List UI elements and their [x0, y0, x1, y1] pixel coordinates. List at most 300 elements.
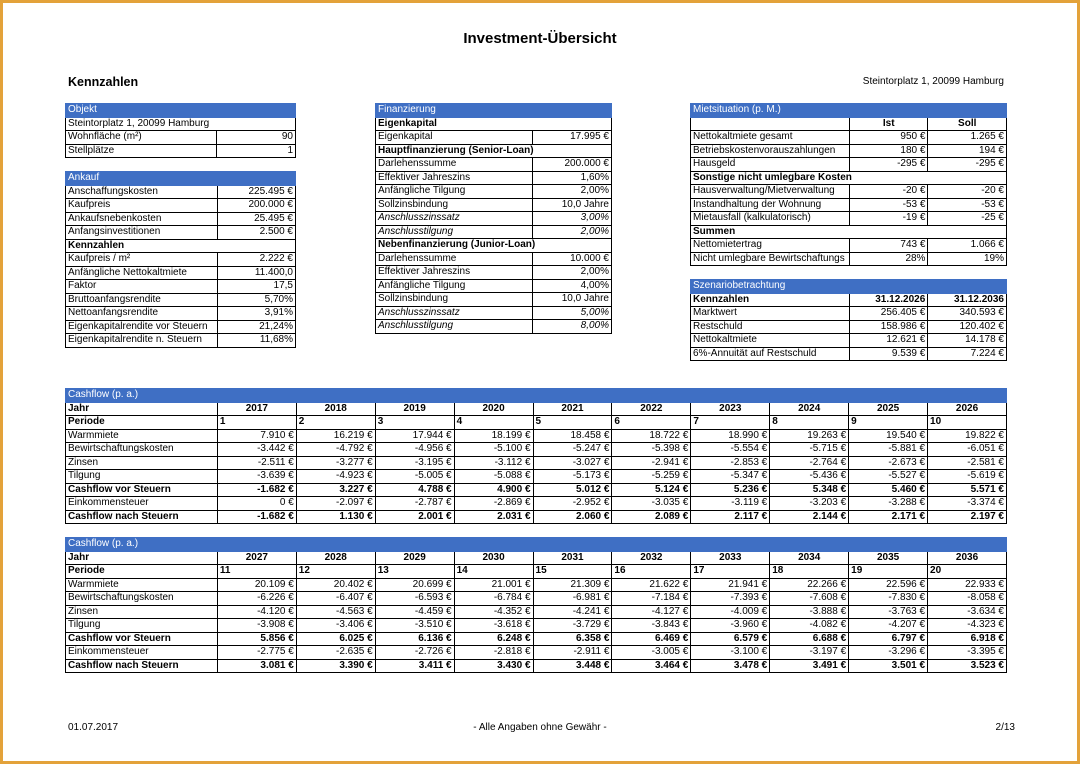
- period-cell: 19: [849, 565, 928, 579]
- row-value: 3,00%: [533, 212, 612, 226]
- row-value: 5,70%: [217, 293, 295, 307]
- value-cell: -3.100 €: [691, 646, 770, 660]
- value-cell: -2.511 €: [217, 456, 296, 470]
- period-cell: 1: [217, 416, 296, 430]
- value-cell: -2.097 €: [296, 497, 375, 511]
- row-value: 200.000 €: [217, 199, 295, 213]
- year-cell: 2029: [375, 551, 454, 565]
- row-label: Kaufpreis: [66, 199, 218, 213]
- table-row: [66, 646, 1007, 660]
- value-cell: 7.910 €: [217, 429, 296, 443]
- row-value: 11.400,0: [217, 266, 295, 280]
- value-cell: -3.277 €: [296, 456, 375, 470]
- row-label: Zinsen: [66, 456, 218, 470]
- value-cell: 21.622 €: [612, 578, 691, 592]
- value-cell: -7.608 €: [770, 592, 849, 606]
- value-cell: -3.203 €: [770, 497, 849, 511]
- value-cell: 18.990 €: [691, 429, 770, 443]
- cashflow-header: Cashflow (p. a.): [66, 389, 1007, 403]
- value-cell: -3.288 €: [849, 497, 928, 511]
- value-cell: -3.119 €: [691, 497, 770, 511]
- row-label: Eigenkapital: [376, 131, 533, 145]
- year-cell: 2023: [691, 402, 770, 416]
- value-cell: 0 €: [217, 497, 296, 511]
- row-label: Eigenkapitalrendite n. Steuern: [66, 334, 218, 348]
- row-label: Einkommensteuer: [66, 497, 218, 511]
- row-label: Marktwert: [691, 307, 850, 321]
- row-value: 2,00%: [533, 185, 612, 199]
- value-cell: 5.348 €: [770, 483, 849, 497]
- value-cell: -4.120 €: [217, 605, 296, 619]
- row-soll: -295 €: [928, 158, 1007, 172]
- table-row: [66, 443, 1007, 457]
- value-cell: 3.227 €: [296, 483, 375, 497]
- value-cell: -5.088 €: [454, 470, 533, 484]
- value-cell: -2.818 €: [454, 646, 533, 660]
- value-cell: -4.459 €: [375, 605, 454, 619]
- row-label: Sollzinsbindung: [376, 198, 533, 212]
- table-row: [66, 578, 1007, 592]
- value-cell: -3.618 €: [454, 619, 533, 633]
- row-value: 200.000 €: [533, 158, 612, 172]
- value-cell: 3.390 €: [296, 659, 375, 673]
- value-cell: -4.923 €: [296, 470, 375, 484]
- row-label: Hausverwaltung/Mietverwaltung: [691, 185, 850, 199]
- year-cell: 2025: [849, 402, 928, 416]
- row-label: Zinsen: [66, 605, 218, 619]
- row-soll: -20 €: [928, 185, 1007, 199]
- col-date-2: 31.12.2036: [928, 293, 1007, 307]
- value-cell: 18.722 €: [612, 429, 691, 443]
- sonstige-subheader: Sonstige nicht umlegbare Kosten: [691, 171, 1007, 185]
- value-cell: 20.109 €: [217, 578, 296, 592]
- row-label: Anschlusszinssatz: [376, 306, 533, 320]
- value-cell: 18.458 €: [533, 429, 612, 443]
- value-cell: 3.464 €: [612, 659, 691, 673]
- finanzierung-header: Finanzierung: [376, 104, 612, 118]
- value-cell: -7.393 €: [691, 592, 770, 606]
- year-cell: 2017: [217, 402, 296, 416]
- value-cell: -4.792 €: [296, 443, 375, 457]
- value-cell: -4.241 €: [533, 605, 612, 619]
- row-ist: 950 €: [849, 131, 927, 145]
- row-label: Mietausfall (kalkulatorisch): [691, 212, 850, 226]
- value-cell: -5.173 €: [533, 470, 612, 484]
- page-title: Investment-Übersicht: [463, 30, 617, 47]
- value-cell: -5.247 €: [533, 443, 612, 457]
- row-label: Warmmiete: [66, 578, 218, 592]
- row-value: 90: [217, 131, 296, 145]
- value-cell: -3.406 €: [296, 619, 375, 633]
- value-cell: -2.941 €: [612, 456, 691, 470]
- row-label: Nettomietertrag: [691, 239, 850, 253]
- value-cell: 2.031 €: [454, 510, 533, 524]
- row-value: 17.995 €: [533, 131, 612, 145]
- junior-subheader: Nebenfinanzierung (Junior-Loan): [376, 239, 612, 253]
- row-label: Tilgung: [66, 619, 218, 633]
- row-label: Ankaufsnebenkosten: [66, 212, 218, 226]
- row-label: Effektiver Jahreszins: [376, 171, 533, 185]
- section-heading: Kennzahlen: [68, 75, 139, 89]
- value-cell: -5.436 €: [770, 470, 849, 484]
- row-label: Betriebskostenvorauszahlungen: [691, 144, 850, 158]
- value-cell: 5.571 €: [928, 483, 1007, 497]
- row-label: Einkommensteuer: [66, 646, 218, 660]
- finanzierung-table: [375, 103, 612, 334]
- miet-header: Mietsituation (p. M.): [691, 104, 1007, 118]
- period-cell: 16: [612, 565, 691, 579]
- blank-cell: [691, 117, 850, 131]
- value-cell: -3.634 €: [928, 605, 1007, 619]
- value-cell: -6.784 €: [454, 592, 533, 606]
- row-value: 11,68%: [217, 334, 295, 348]
- row-value: 17,5: [217, 280, 295, 294]
- row-ist: 28%: [849, 252, 927, 266]
- value-cell: -4.009 €: [691, 605, 770, 619]
- row-value-2: 340.593 €: [928, 307, 1007, 321]
- value-cell: -5.005 €: [375, 470, 454, 484]
- value-cell: -5.398 €: [612, 443, 691, 457]
- row-value-1: 158.986 €: [849, 320, 928, 334]
- value-cell: -2.673 €: [849, 456, 928, 470]
- value-cell: -3.197 €: [770, 646, 849, 660]
- year-cell: 2020: [454, 402, 533, 416]
- objekt-table: [65, 103, 296, 158]
- row-label: Cashflow vor Steuern: [66, 632, 218, 646]
- row-value: 21,24%: [217, 320, 295, 334]
- year-cell: 2022: [612, 402, 691, 416]
- cashflow-header: Cashflow (p. a.): [66, 538, 1007, 552]
- value-cell: -5.527 €: [849, 470, 928, 484]
- value-cell: 6.579 €: [691, 632, 770, 646]
- value-cell: 3.081 €: [217, 659, 296, 673]
- jahr-label: Jahr: [66, 551, 218, 565]
- row-label: 6%-Annuität auf Restschuld: [691, 347, 850, 361]
- value-cell: -4.323 €: [928, 619, 1007, 633]
- row-label: Anfängliche Nettokaltmiete: [66, 266, 218, 280]
- value-cell: 2.060 €: [533, 510, 612, 524]
- value-cell: -4.563 €: [296, 605, 375, 619]
- period-cell: 17: [691, 565, 770, 579]
- row-value-2: 120.402 €: [928, 320, 1007, 334]
- period-cell: 20: [928, 565, 1007, 579]
- row-value: 1,60%: [533, 171, 612, 185]
- mietsituation-table: [690, 103, 1007, 266]
- value-cell: -3.027 €: [533, 456, 612, 470]
- value-cell: 6.797 €: [849, 632, 928, 646]
- value-cell: -3.035 €: [612, 497, 691, 511]
- value-cell: 3.448 €: [533, 659, 612, 673]
- table-row: [66, 592, 1007, 606]
- col-kennzahlen: Kennzahlen: [691, 293, 850, 307]
- row-label: Anschlusstilgung: [376, 320, 533, 334]
- ankauf-header: Ankauf: [66, 172, 296, 186]
- period-cell: 13: [375, 565, 454, 579]
- eigenkapital-subheader: Eigenkapital: [376, 117, 612, 131]
- year-cell: 2024: [770, 402, 849, 416]
- periode-label: Periode: [66, 565, 218, 579]
- row-value: 2,00%: [533, 225, 612, 239]
- value-cell: 2.197 €: [928, 510, 1007, 524]
- year-cell: 2030: [454, 551, 533, 565]
- value-cell: -2.869 €: [454, 497, 533, 511]
- row-label: Instandhaltung der Wohnung: [691, 198, 850, 212]
- value-cell: 6.358 €: [533, 632, 612, 646]
- value-cell: -5.347 €: [691, 470, 770, 484]
- value-cell: -3.112 €: [454, 456, 533, 470]
- row-value-1: 12.621 €: [849, 334, 928, 348]
- row-value-2: 7.224 €: [928, 347, 1007, 361]
- period-cell: 6: [612, 416, 691, 430]
- row-ist: -53 €: [849, 198, 927, 212]
- period-cell: 11: [217, 565, 296, 579]
- row-soll: 194 €: [928, 144, 1007, 158]
- row-label: Anschaffungskosten: [66, 185, 218, 199]
- row-label: Sollzinsbindung: [376, 293, 533, 307]
- table-row: [66, 619, 1007, 633]
- row-label: Anfängliche Tilgung: [376, 185, 533, 199]
- value-cell: 2.089 €: [612, 510, 691, 524]
- period-cell: 12: [296, 565, 375, 579]
- value-cell: -5.554 €: [691, 443, 770, 457]
- row-label: Restschuld: [691, 320, 850, 334]
- row-ist: -295 €: [849, 158, 927, 172]
- row-label: Wohnfläche (m²): [66, 131, 217, 145]
- row-label: Anschlusstilgung: [376, 225, 533, 239]
- value-cell: -3.395 €: [928, 646, 1007, 660]
- year-cell: 2018: [296, 402, 375, 416]
- period-cell: 2: [296, 416, 375, 430]
- cashflow-table-1: [65, 388, 1007, 524]
- property-address: Steintorplatz 1, 20099 Hamburg: [862, 76, 1004, 87]
- col-soll: Soll: [928, 117, 1007, 131]
- value-cell: -3.374 €: [928, 497, 1007, 511]
- value-cell: 4.900 €: [454, 483, 533, 497]
- row-value: 2.500 €: [217, 226, 295, 240]
- row-label: Darlehenssumme: [376, 252, 533, 266]
- value-cell: -6.226 €: [217, 592, 296, 606]
- row-value: 10.000 €: [533, 252, 612, 266]
- period-cell: 3: [375, 416, 454, 430]
- value-cell: 6.025 €: [296, 632, 375, 646]
- row-label: Anschlusszinssatz: [376, 212, 533, 226]
- value-cell: -3.960 €: [691, 619, 770, 633]
- value-cell: 2.144 €: [770, 510, 849, 524]
- value-cell: -3.843 €: [612, 619, 691, 633]
- table-row: [66, 483, 1007, 497]
- year-cell: 2026: [928, 402, 1007, 416]
- value-cell: 21.001 €: [454, 578, 533, 592]
- value-cell: 21.309 €: [533, 578, 612, 592]
- footer-date: 01.07.2017: [68, 722, 119, 733]
- row-ist: -19 €: [849, 212, 927, 226]
- value-cell: 5.460 €: [849, 483, 928, 497]
- period-cell: 5: [533, 416, 612, 430]
- ankauf-table: [65, 171, 296, 348]
- value-cell: 3.523 €: [928, 659, 1007, 673]
- value-cell: -4.082 €: [770, 619, 849, 633]
- row-label: Stellplätze: [66, 144, 217, 158]
- row-soll: -53 €: [928, 198, 1007, 212]
- value-cell: 6.688 €: [770, 632, 849, 646]
- value-cell: 4.788 €: [375, 483, 454, 497]
- szenario-header: Szenariobetrachtung: [691, 280, 1007, 294]
- kennzahlen-subheader: Kennzahlen: [66, 239, 296, 253]
- row-label: Bewirtschaftungskosten: [66, 592, 218, 606]
- row-value-1: 256.405 €: [849, 307, 928, 321]
- table-row: [66, 659, 1007, 673]
- value-cell: -3.729 €: [533, 619, 612, 633]
- value-cell: 3.478 €: [691, 659, 770, 673]
- period-cell: 7: [691, 416, 770, 430]
- row-label: Cashflow nach Steuern: [66, 510, 218, 524]
- value-cell: -5.259 €: [612, 470, 691, 484]
- row-value: 2.222 €: [217, 253, 295, 267]
- table-row: [66, 470, 1007, 484]
- year-cell: 2032: [612, 551, 691, 565]
- row-label: Faktor: [66, 280, 218, 294]
- year-cell: 2035: [849, 551, 928, 565]
- year-cell: 2028: [296, 551, 375, 565]
- value-cell: 3.411 €: [375, 659, 454, 673]
- table-row: [66, 605, 1007, 619]
- year-cell: 2033: [691, 551, 770, 565]
- value-cell: -3.888 €: [770, 605, 849, 619]
- period-cell: 10: [928, 416, 1007, 430]
- row-label: Anfangsinvestitionen: [66, 226, 218, 240]
- row-soll: 19%: [928, 252, 1007, 266]
- value-cell: 5.124 €: [612, 483, 691, 497]
- value-cell: 6.469 €: [612, 632, 691, 646]
- row-value-2: 14.178 €: [928, 334, 1007, 348]
- year-cell: 2019: [375, 402, 454, 416]
- period-cell: 4: [454, 416, 533, 430]
- cashflow-table-2: [65, 537, 1007, 673]
- value-cell: -4.207 €: [849, 619, 928, 633]
- row-label: Warmmiete: [66, 429, 218, 443]
- col-ist: Ist: [849, 117, 927, 131]
- row-value: 25.495 €: [217, 212, 295, 226]
- period-cell: 15: [533, 565, 612, 579]
- value-cell: -3.510 €: [375, 619, 454, 633]
- periode-label: Periode: [66, 416, 218, 430]
- value-cell: -3.908 €: [217, 619, 296, 633]
- value-cell: -6.593 €: [375, 592, 454, 606]
- value-cell: 5.012 €: [533, 483, 612, 497]
- row-value: 5,00%: [533, 306, 612, 320]
- row-value: 10,0 Jahre: [533, 198, 612, 212]
- row-label: Hausgeld: [691, 158, 850, 172]
- value-cell: -2.853 €: [691, 456, 770, 470]
- row-label: Darlehenssumme: [376, 158, 533, 172]
- value-cell: 19.263 €: [770, 429, 849, 443]
- row-ist: 180 €: [849, 144, 927, 158]
- value-cell: -7.184 €: [612, 592, 691, 606]
- value-cell: -3.005 €: [612, 646, 691, 660]
- value-cell: -4.956 €: [375, 443, 454, 457]
- table-row: [66, 429, 1007, 443]
- value-cell: 5.236 €: [691, 483, 770, 497]
- value-cell: 1.130 €: [296, 510, 375, 524]
- year-cell: 2034: [770, 551, 849, 565]
- year-cell: 2031: [533, 551, 612, 565]
- value-cell: -5.881 €: [849, 443, 928, 457]
- value-cell: 16.219 €: [296, 429, 375, 443]
- value-cell: -4.127 €: [612, 605, 691, 619]
- value-cell: 20.699 €: [375, 578, 454, 592]
- row-value: 3,91%: [217, 307, 295, 321]
- value-cell: -5.100 €: [454, 443, 533, 457]
- row-label: Cashflow nach Steuern: [66, 659, 218, 673]
- value-cell: 3.430 €: [454, 659, 533, 673]
- value-cell: -2.775 €: [217, 646, 296, 660]
- senior-subheader: Hauptfinanzierung (Senior-Loan): [376, 144, 612, 158]
- table-row: [66, 456, 1007, 470]
- value-cell: -3.639 €: [217, 470, 296, 484]
- summen-subheader: Summen: [691, 225, 1007, 239]
- row-value: 225.495 €: [217, 185, 295, 199]
- row-label: Effektiver Jahreszins: [376, 266, 533, 280]
- value-cell: -3.296 €: [849, 646, 928, 660]
- value-cell: -5.715 €: [770, 443, 849, 457]
- value-cell: -8.058 €: [928, 592, 1007, 606]
- value-cell: -3.442 €: [217, 443, 296, 457]
- year-cell: 2036: [928, 551, 1007, 565]
- row-label: Nettokaltmiete gesamt: [691, 131, 850, 145]
- value-cell: -7.830 €: [849, 592, 928, 606]
- row-soll: 1.265 €: [928, 131, 1007, 145]
- value-cell: -2.581 €: [928, 456, 1007, 470]
- value-cell: -3.195 €: [375, 456, 454, 470]
- row-label: Kaufpreis / m²: [66, 253, 218, 267]
- value-cell: 6.248 €: [454, 632, 533, 646]
- value-cell: 6.918 €: [928, 632, 1007, 646]
- period-cell: 8: [770, 416, 849, 430]
- value-cell: -6.051 €: [928, 443, 1007, 457]
- value-cell: 3.501 €: [849, 659, 928, 673]
- value-cell: 2.171 €: [849, 510, 928, 524]
- value-cell: -2.726 €: [375, 646, 454, 660]
- table-row: [66, 510, 1007, 524]
- value-cell: -2.952 €: [533, 497, 612, 511]
- value-cell: 22.933 €: [928, 578, 1007, 592]
- footer-disclaimer: - Alle Angaben ohne Gewähr -: [473, 722, 607, 733]
- period-cell: 18: [770, 565, 849, 579]
- row-label: Bewirtschaftungskosten: [66, 443, 218, 457]
- value-cell: -2.787 €: [375, 497, 454, 511]
- year-cell: 2027: [217, 551, 296, 565]
- value-cell: -2.911 €: [533, 646, 612, 660]
- value-cell: 22.266 €: [770, 578, 849, 592]
- value-cell: -3.763 €: [849, 605, 928, 619]
- value-cell: -6.407 €: [296, 592, 375, 606]
- row-label: Nettoanfangsrendite: [66, 307, 218, 321]
- objekt-header: Objekt: [66, 104, 296, 118]
- value-cell: -6.981 €: [533, 592, 612, 606]
- row-soll: -25 €: [928, 212, 1007, 226]
- value-cell: -2.635 €: [296, 646, 375, 660]
- row-label: Bruttoanfangsrendite: [66, 293, 218, 307]
- row-ist: 743 €: [849, 239, 927, 253]
- value-cell: 19.540 €: [849, 429, 928, 443]
- row-label: Nicht umlegbare Bewirtschaftungs: [691, 252, 850, 266]
- value-cell: -2.764 €: [770, 456, 849, 470]
- value-cell: 20.402 €: [296, 578, 375, 592]
- value-cell: 2.117 €: [691, 510, 770, 524]
- row-label: Tilgung: [66, 470, 218, 484]
- row-label: Nettokaltmiete: [691, 334, 850, 348]
- row-soll: 1.066 €: [928, 239, 1007, 253]
